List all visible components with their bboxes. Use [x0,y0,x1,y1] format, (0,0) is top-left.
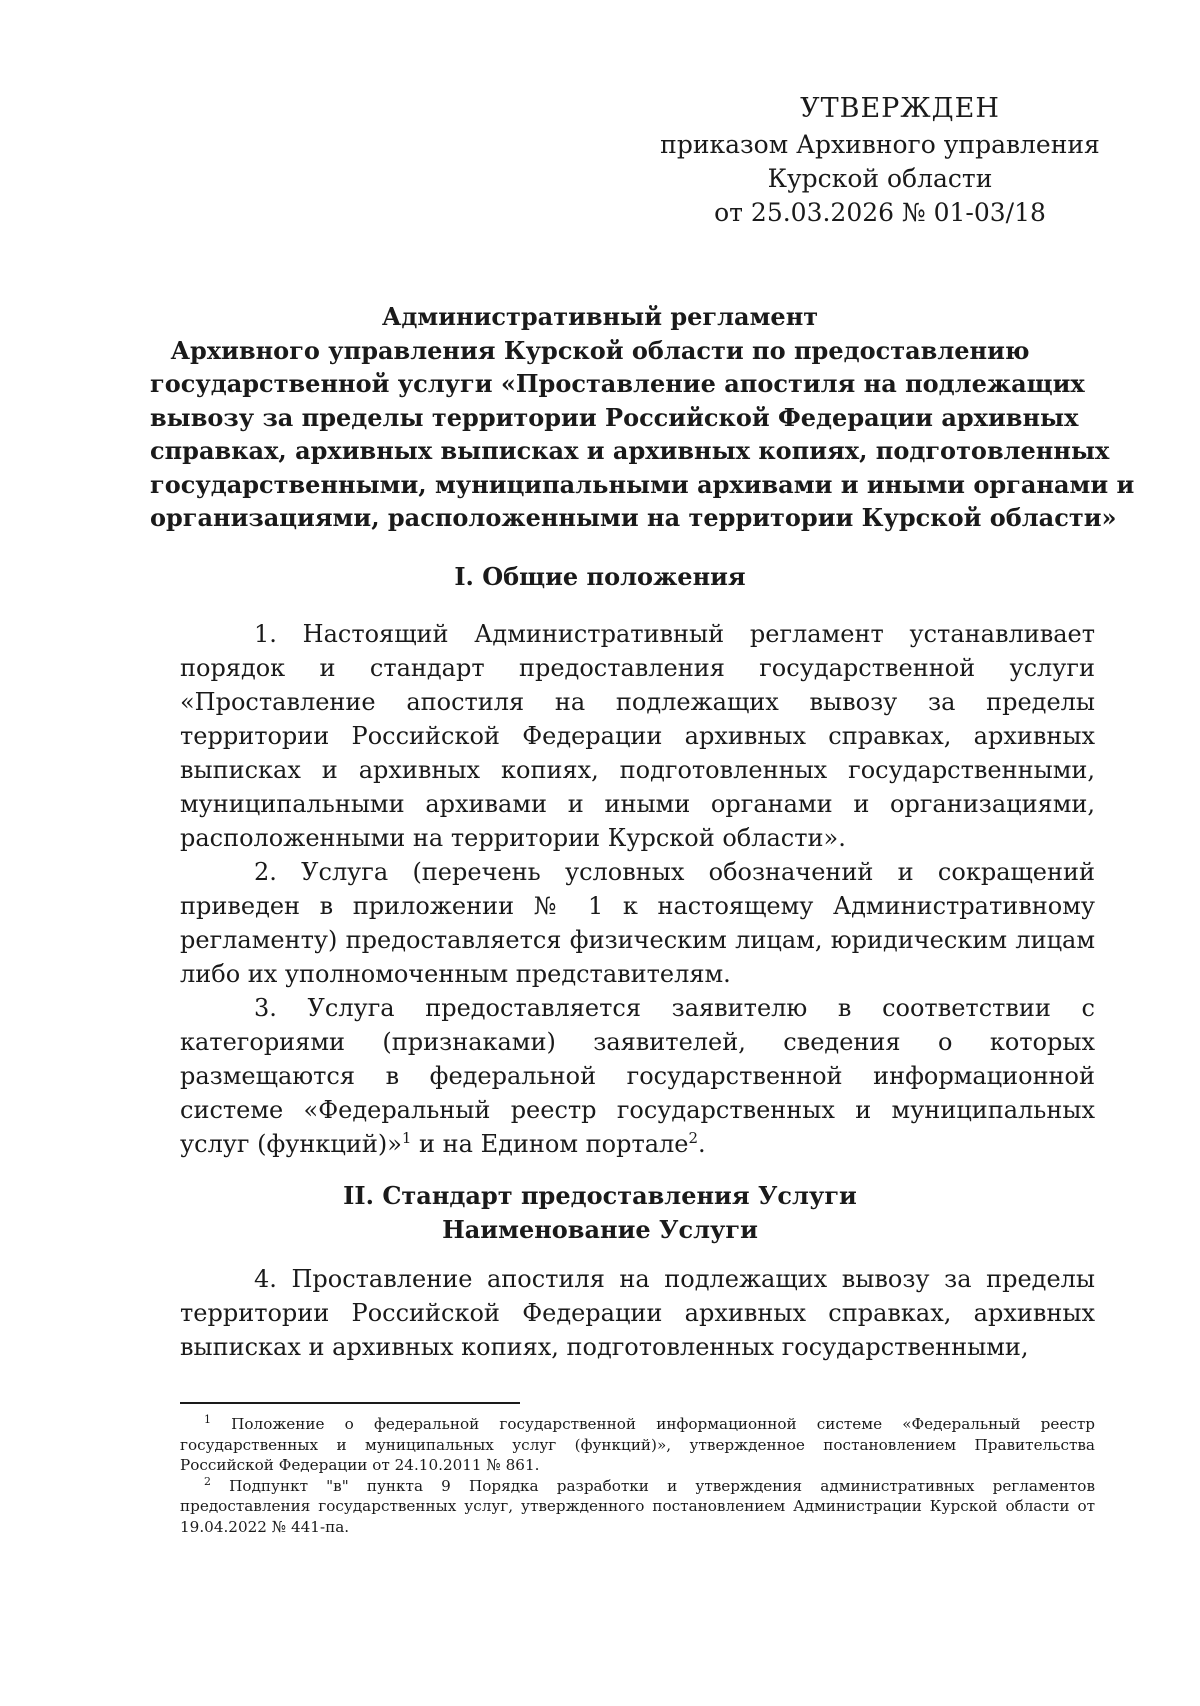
title-line: справках, архивных выписках и архивных копиях, подготовленных [150,436,1110,465]
footnote-separator [180,1402,520,1404]
approval-date-number: от 25.03.2026 № 01-03/18 [714,198,1046,227]
approval-line: приказом Архивного управления [660,130,1100,159]
section-body-general [180,617,1095,1161]
title-line: государственной услуги «Проставление апостиля на подлежащих [150,369,1085,398]
footnote-text: Подпункт "в" пункта 9 Порядка разработки и утверждения административных регламентов предоставления государственных услуг, утвержденного постановлением Администрации Курской области от 19.04.2022 № 441-па. [180,1476,1095,1536]
section-heading-line: II. Стандарт предоставления Услуги [343,1181,857,1210]
footnote-2 [180,1476,1095,1538]
paragraph-3-text: . [698,1130,706,1158]
title-line: государственными, муниципальными архивами и иными органами и [150,469,1135,499]
paragraph-3-text: и на Едином портале [411,1130,689,1158]
footnote-marker: 1 [204,1412,211,1426]
section-heading-standard [150,1179,1050,1247]
footnote-ref-2[interactable]: 2 [688,1129,699,1147]
section-heading-general: I. Общие положения [454,562,746,591]
approval-block [620,92,1140,230]
paragraph-4: 4. Проставление апостиля на подлежащих вывозу за пределы территории Российской Федерации архивных справках, архивных выписках и архивных копиях, подготовленных государственными, [180,1265,1095,1361]
paragraph-1: 1. Настоящий Административный регламент устанавливает порядок и стандарт предоставления государственной услуги «Проставление апостиля на подлежащих вывозу за пределы территории Российской Федерации архивных справках, архивных выписках и архивных копиях, подготовленных государственными, муниципальными архивами и иными органами и организациями, расположенными на территории Курской области». [180,620,1095,852]
footnote-1 [180,1414,1095,1476]
footnote-ref-1[interactable]: 1 [401,1129,412,1147]
title-line: Административный регламент [381,302,819,331]
paragraph-3-text: 3. Услуга предоставляется заявителю в соответствии с категориями (признаками) заявителей, сведения о которых размещаются в федеральной государственной информационной системе «Федеральный реестр государственных и муниципальных услуг (функций)» [180,994,1095,1158]
title-line: Архивного управления Курской области по предоставлению [170,335,1030,365]
footnote-text: Положение о федеральной государственной информационной системе «Федеральный реестр государственных и муниципальных услуг (функций)», утвержденное постановлением Правительства Российской Федерации от 24.10.2011 № 861. [180,1415,1095,1474]
subsection-heading: Наименование Услуги [442,1215,758,1244]
approval-line: Курской области [767,164,993,193]
paragraph-2: 2. Услуга (перечень условных обозначений и сокращений приведен в приложении № 1 к настоящему Административному регламенту) предоставляется физическим лицам, юридическим лицам либо их уполномоченным представителям. [180,858,1095,988]
footnotes [180,1414,1095,1537]
approval-title: УТВЕРЖДЕН [800,93,1000,124]
title-line: вывозу за пределы территории Российской Федерации архивных [150,402,1079,432]
paragraph-3 [180,991,1095,1161]
footnote-marker: 2 [204,1474,211,1488]
section-body-standard [180,1262,1095,1364]
document-title [150,300,1135,535]
title-line: организациями, расположенными на территории Курской области» [150,503,1117,532]
